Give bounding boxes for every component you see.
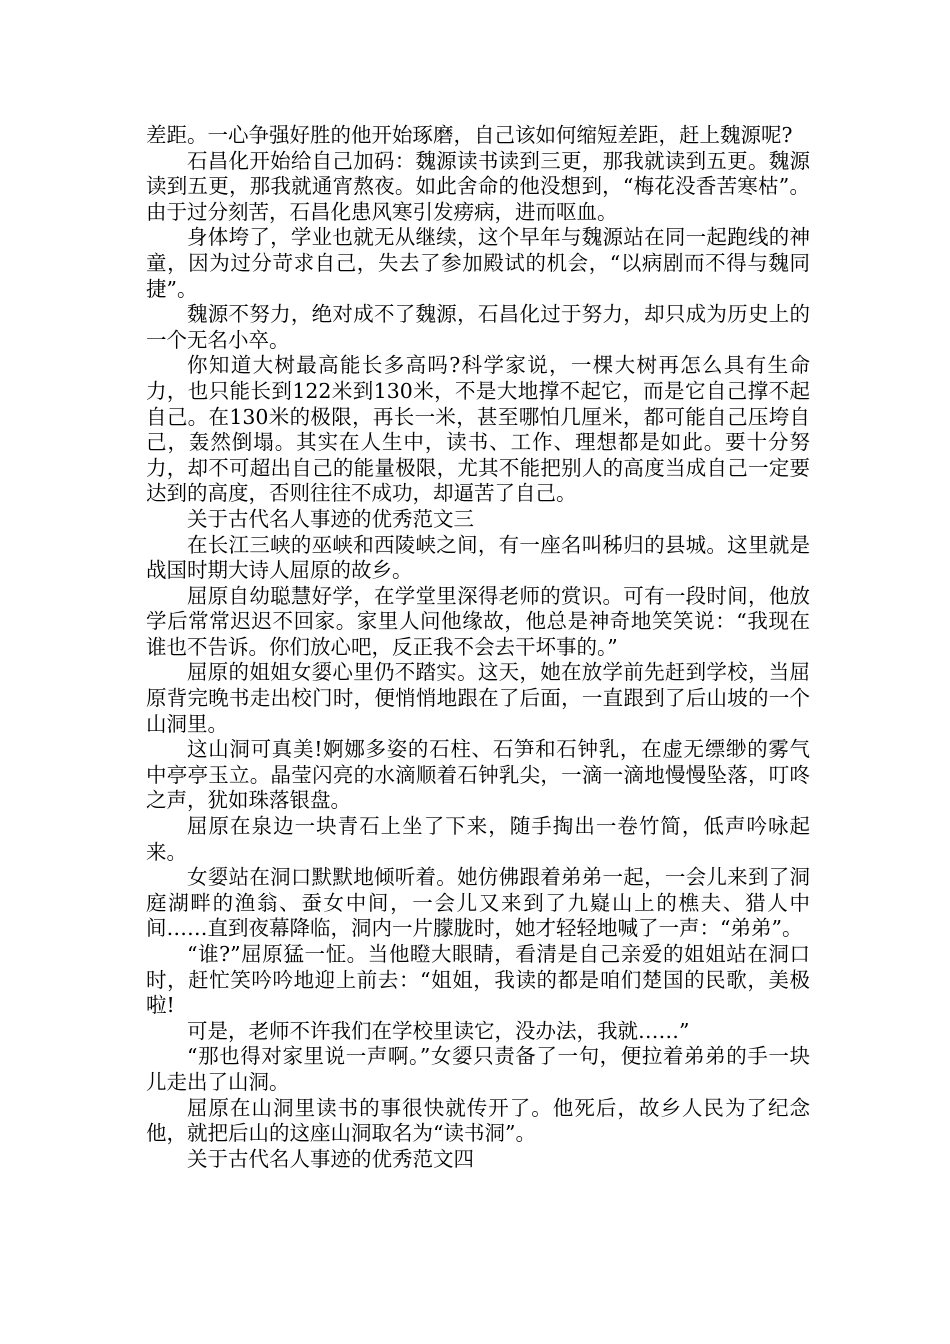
section-heading: 关于古代名人事迹的优秀范文三 (187, 506, 474, 531)
paragraph: 女媭站在洞口默默地倾听着。她仿佛跟着弟弟一起，一会儿来到了洞庭湖畔的渔翁、蚕女中间，一会儿又来到了九嶷山上的樵夫、猎人中间……直到夜幕降临，洞内一片朦胧时，她才轻轻地喊了一声：“弟弟”。 (146, 865, 810, 941)
paragraph: “谁?”屈原猛一怔。当他瞪大眼睛，看清是自己亲爱的姐姐站在洞口时，赶忙笑吟吟地迎上前去：“姐姐，我读的都是咱们楚国的民歌，美极啦! (146, 942, 810, 1018)
paragraph: 屈原自幼聪慧好学，在学堂里深得老师的赏识。可有一段时间，他放学后常常迟迟不回家。家里人问他缘故，他总是神奇地笑笑说：“我现在谁也不告诉。你们放心吧，反正我不会去干坏事的。” (146, 583, 810, 659)
document-body (146, 123, 810, 1172)
paragraph: 身体垮了，学业也就无从继续，这个早年与魏源站在同一起跑线的神童，因为过分苛求自己，失去了参加殿试的机会，“以病剧而不得与魏同捷”。 (146, 225, 810, 301)
paragraph: 屈原在山洞里读书的事很快就传开了。他死后，故乡人民为了纪念他，就把后山的这座山洞取名为“读书洞”。 (146, 1095, 810, 1146)
paragraph: 石昌化开始给自己加码：魏源读书读到三更，那我就读到五更。魏源读到五更，那我就通宵熬夜。如此舍命的他没想到，“梅花没香苦寒枯”。由于过分刻苦，石昌化患风寒引发痨病，进而呕血。 (146, 148, 810, 224)
paragraph: 差距。一心争强好胜的他开始琢磨，自己该如何缩短差距，赶上魏源呢? (146, 123, 793, 147)
paragraph: 这山洞可真美!婀娜多姿的石柱、石笋和石钟乳，在虚无缥缈的雾气中亭亭玉立。晶莹闪亮的水滴顺着石钟乳尖，一滴一滴地慢慢坠落，叮咚之声，犹如珠落银盘。 (146, 737, 810, 813)
paragraph: 屈原的姐姐女媭心里仍不踏实。这天，她在放学前先赶到学校，当屈原背完晚书走出校门时，便悄悄地跟在了后面，一直跟到了后山坡的一个山洞里。 (146, 660, 810, 736)
paragraph: “那也得对家里说一声啊。”女媭只责备了一句，便拉着弟弟的手一块儿走出了山洞。 (146, 1044, 810, 1094)
paragraph: 可是，老师不许我们在学校里读它，没办法，我就……” (187, 1018, 690, 1043)
paragraph: 你知道大树最高能长多高吗?科学家说，一棵大树再怎么具有生命力，也只能长到122米到130米，不是大地撑不起它，而是它自己撑不起自己。在130米的极限，再长一米，甚至哪怕几厘米，都可能自己压垮自己，轰然倒塌。其实在人生中，读书、工作、理想都是如此。要十分努力，却不可超出自己的能量极限，尤其不能把别人的高度当成自己一定要达到的高度，否则往往不成功，却逼苦了自己。 (146, 353, 810, 506)
paragraph: 屈原在泉边一块青石上坐了下来，随手掏出一卷竹简，低声吟咏起来。 (146, 814, 810, 864)
paragraph: 在长江三峡的巫峡和西陵峡之间，有一座名叫秭归的县城。这里就是战国时期大诗人屈原的故乡。 (146, 532, 810, 583)
section-heading: 关于古代名人事迹的优秀范文四 (187, 1146, 474, 1171)
paragraph: 魏源不努力，绝对成不了魏源，石昌化过于努力，却只成为历史上的一个无名小卒。 (146, 302, 810, 352)
